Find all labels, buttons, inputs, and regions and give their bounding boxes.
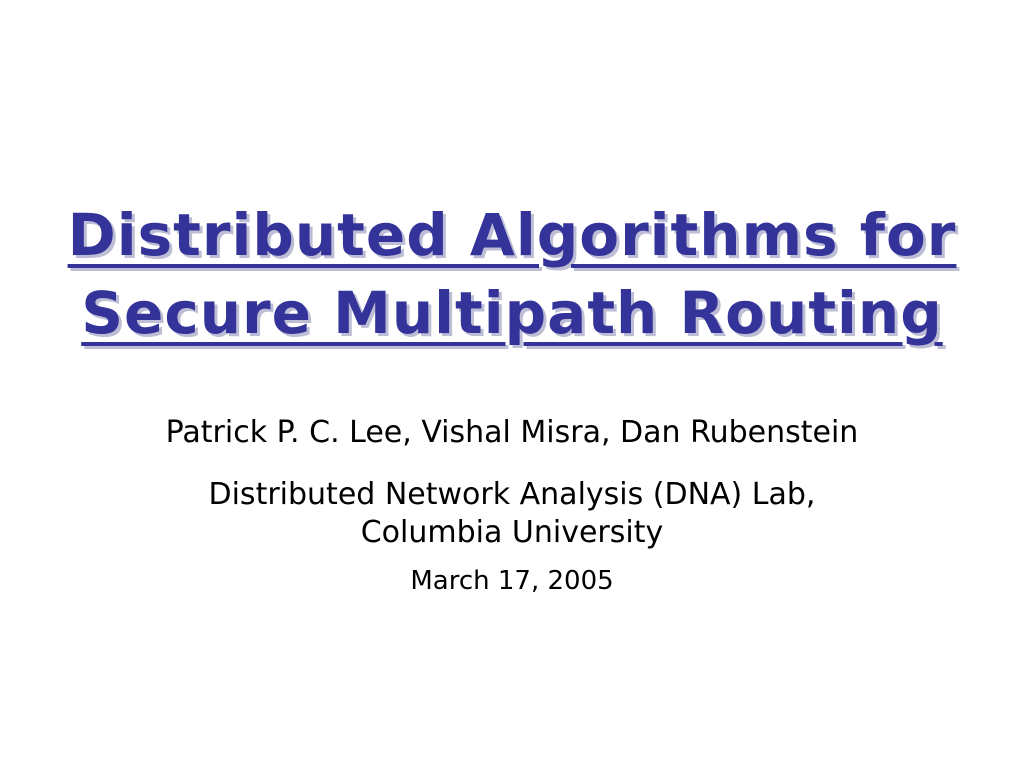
affiliation-line1: Distributed Network Analysis (DNA) Lab, [208, 477, 816, 512]
affiliation-line2: Columbia University [360, 515, 664, 550]
authors-line: Patrick P. C. Lee, Vishal Misra, Dan Rubenstein [165, 415, 859, 450]
slide-title [0, 196, 1024, 352]
slide-title-line1: Distributed Algorithms for [67, 201, 957, 269]
affiliation [0, 476, 1024, 552]
date-line: March 17, 2005 [410, 566, 614, 596]
slide-title-line2: Secure Multipath Routing [81, 279, 943, 347]
